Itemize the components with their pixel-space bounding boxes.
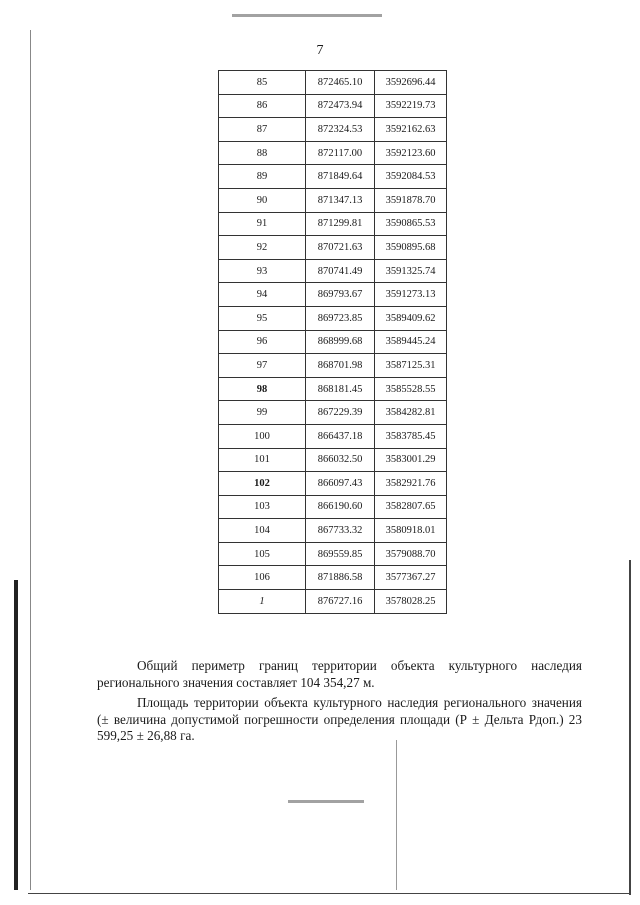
table-row [219, 283, 447, 307]
x-coordinate-cell: 867229.39 [306, 401, 375, 425]
y-coordinate-cell: 3582921.76 [375, 472, 447, 496]
y-coordinate-cell: 3579088.70 [375, 542, 447, 566]
y-coordinate-cell: 3585528.55 [375, 377, 447, 401]
table-row [219, 424, 447, 448]
x-coordinate-cell: 868701.98 [306, 354, 375, 378]
point-number-cell: 92 [219, 236, 306, 260]
scan-mid-vertical-line [396, 740, 397, 890]
scan-left-margin-line [30, 30, 31, 890]
table-row [219, 236, 447, 260]
point-number-cell: 96 [219, 330, 306, 354]
point-number-cell: 102 [219, 472, 306, 496]
table-row [219, 401, 447, 425]
y-coordinate-cell: 3592696.44 [375, 71, 447, 95]
point-number-cell: 103 [219, 495, 306, 519]
point-number-cell: 97 [219, 354, 306, 378]
y-coordinate-cell: 3587125.31 [375, 354, 447, 378]
page-number: 7 [316, 43, 324, 58]
scan-right-edge [629, 560, 631, 895]
x-coordinate-cell: 871886.58 [306, 566, 375, 590]
y-coordinate-cell: 3591273.13 [375, 283, 447, 307]
y-coordinate-cell: 3592162.63 [375, 118, 447, 142]
x-coordinate-cell: 867733.32 [306, 519, 375, 543]
point-number-cell: 98 [219, 377, 306, 401]
x-coordinate-cell: 871849.64 [306, 165, 375, 189]
table-row [219, 495, 447, 519]
point-number-cell: 1 [219, 590, 306, 614]
y-coordinate-cell: 3590865.53 [375, 212, 447, 236]
y-coordinate-cell: 3589445.24 [375, 330, 447, 354]
table-row [219, 519, 447, 543]
y-coordinate-cell: 3583001.29 [375, 448, 447, 472]
x-coordinate-cell: 869723.85 [306, 306, 375, 330]
point-number-cell: 101 [219, 448, 306, 472]
scan-noise-top [232, 14, 382, 17]
y-coordinate-cell: 3592219.73 [375, 94, 447, 118]
point-number-cell: 88 [219, 141, 306, 165]
table-row [219, 306, 447, 330]
x-coordinate-cell: 871347.13 [306, 188, 375, 212]
table-row [219, 165, 447, 189]
table-row [219, 377, 447, 401]
point-number-cell: 91 [219, 212, 306, 236]
y-coordinate-cell: 3589409.62 [375, 306, 447, 330]
scan-noise-bottom [288, 800, 364, 803]
point-number-cell: 86 [219, 94, 306, 118]
point-number-cell: 104 [219, 519, 306, 543]
table-row [219, 542, 447, 566]
point-number-cell: 87 [219, 118, 306, 142]
point-number-cell: 99 [219, 401, 306, 425]
y-coordinate-cell: 3577367.27 [375, 566, 447, 590]
point-number-cell: 94 [219, 283, 306, 307]
table-row [219, 212, 447, 236]
table-row [219, 330, 447, 354]
y-coordinate-cell: 3591325.74 [375, 259, 447, 283]
x-coordinate-cell: 866190.60 [306, 495, 375, 519]
table-row [219, 71, 447, 95]
y-coordinate-cell: 3590895.68 [375, 236, 447, 260]
point-number-cell: 89 [219, 165, 306, 189]
y-coordinate-cell: 3580918.01 [375, 519, 447, 543]
x-coordinate-cell: 870741.49 [306, 259, 375, 283]
area-paragraph: Площадь территории объекта культурного наследия регионального значения (± величина допустимой погрешности определения площади (Р ± Дельта Рдоп.) 23 599,25 ± 26,88 га. [97, 695, 582, 743]
perimeter-paragraph: Общий периметр границ территории объекта культурного наследия регионального значения составляет 104 354,27 м. [97, 658, 582, 690]
x-coordinate-cell: 869793.67 [306, 283, 375, 307]
point-number-cell: 105 [219, 542, 306, 566]
table-row [219, 566, 447, 590]
y-coordinate-cell: 3591878.70 [375, 188, 447, 212]
table-row [219, 590, 447, 614]
table-row [219, 94, 447, 118]
x-coordinate-cell: 872324.53 [306, 118, 375, 142]
x-coordinate-cell: 866437.18 [306, 424, 375, 448]
table-row [219, 118, 447, 142]
y-coordinate-cell: 3592123.60 [375, 141, 447, 165]
x-coordinate-cell: 868181.45 [306, 377, 375, 401]
y-coordinate-cell: 3583785.45 [375, 424, 447, 448]
table-row [219, 448, 447, 472]
x-coordinate-cell: 866032.50 [306, 448, 375, 472]
x-coordinate-cell: 872465.10 [306, 71, 375, 95]
x-coordinate-cell: 870721.63 [306, 236, 375, 260]
point-number-cell: 95 [219, 306, 306, 330]
x-coordinate-cell: 876727.16 [306, 590, 375, 614]
coordinates-table [218, 70, 447, 614]
scan-left-dark-bar [14, 580, 18, 890]
point-number-cell: 100 [219, 424, 306, 448]
table-row [219, 354, 447, 378]
table-row [219, 259, 447, 283]
scan-bottom-line [28, 893, 630, 894]
y-coordinate-cell: 3578028.25 [375, 590, 447, 614]
x-coordinate-cell: 866097.43 [306, 472, 375, 496]
table-row [219, 472, 447, 496]
table-row [219, 141, 447, 165]
x-coordinate-cell: 869559.85 [306, 542, 375, 566]
point-number-cell: 106 [219, 566, 306, 590]
y-coordinate-cell: 3584282.81 [375, 401, 447, 425]
point-number-cell: 90 [219, 188, 306, 212]
point-number-cell: 85 [219, 71, 306, 95]
point-number-cell: 93 [219, 259, 306, 283]
x-coordinate-cell: 872473.94 [306, 94, 375, 118]
table-row [219, 188, 447, 212]
y-coordinate-cell: 3582807.65 [375, 495, 447, 519]
y-coordinate-cell: 3592084.53 [375, 165, 447, 189]
x-coordinate-cell: 872117.00 [306, 141, 375, 165]
x-coordinate-cell: 868999.68 [306, 330, 375, 354]
x-coordinate-cell: 871299.81 [306, 212, 375, 236]
